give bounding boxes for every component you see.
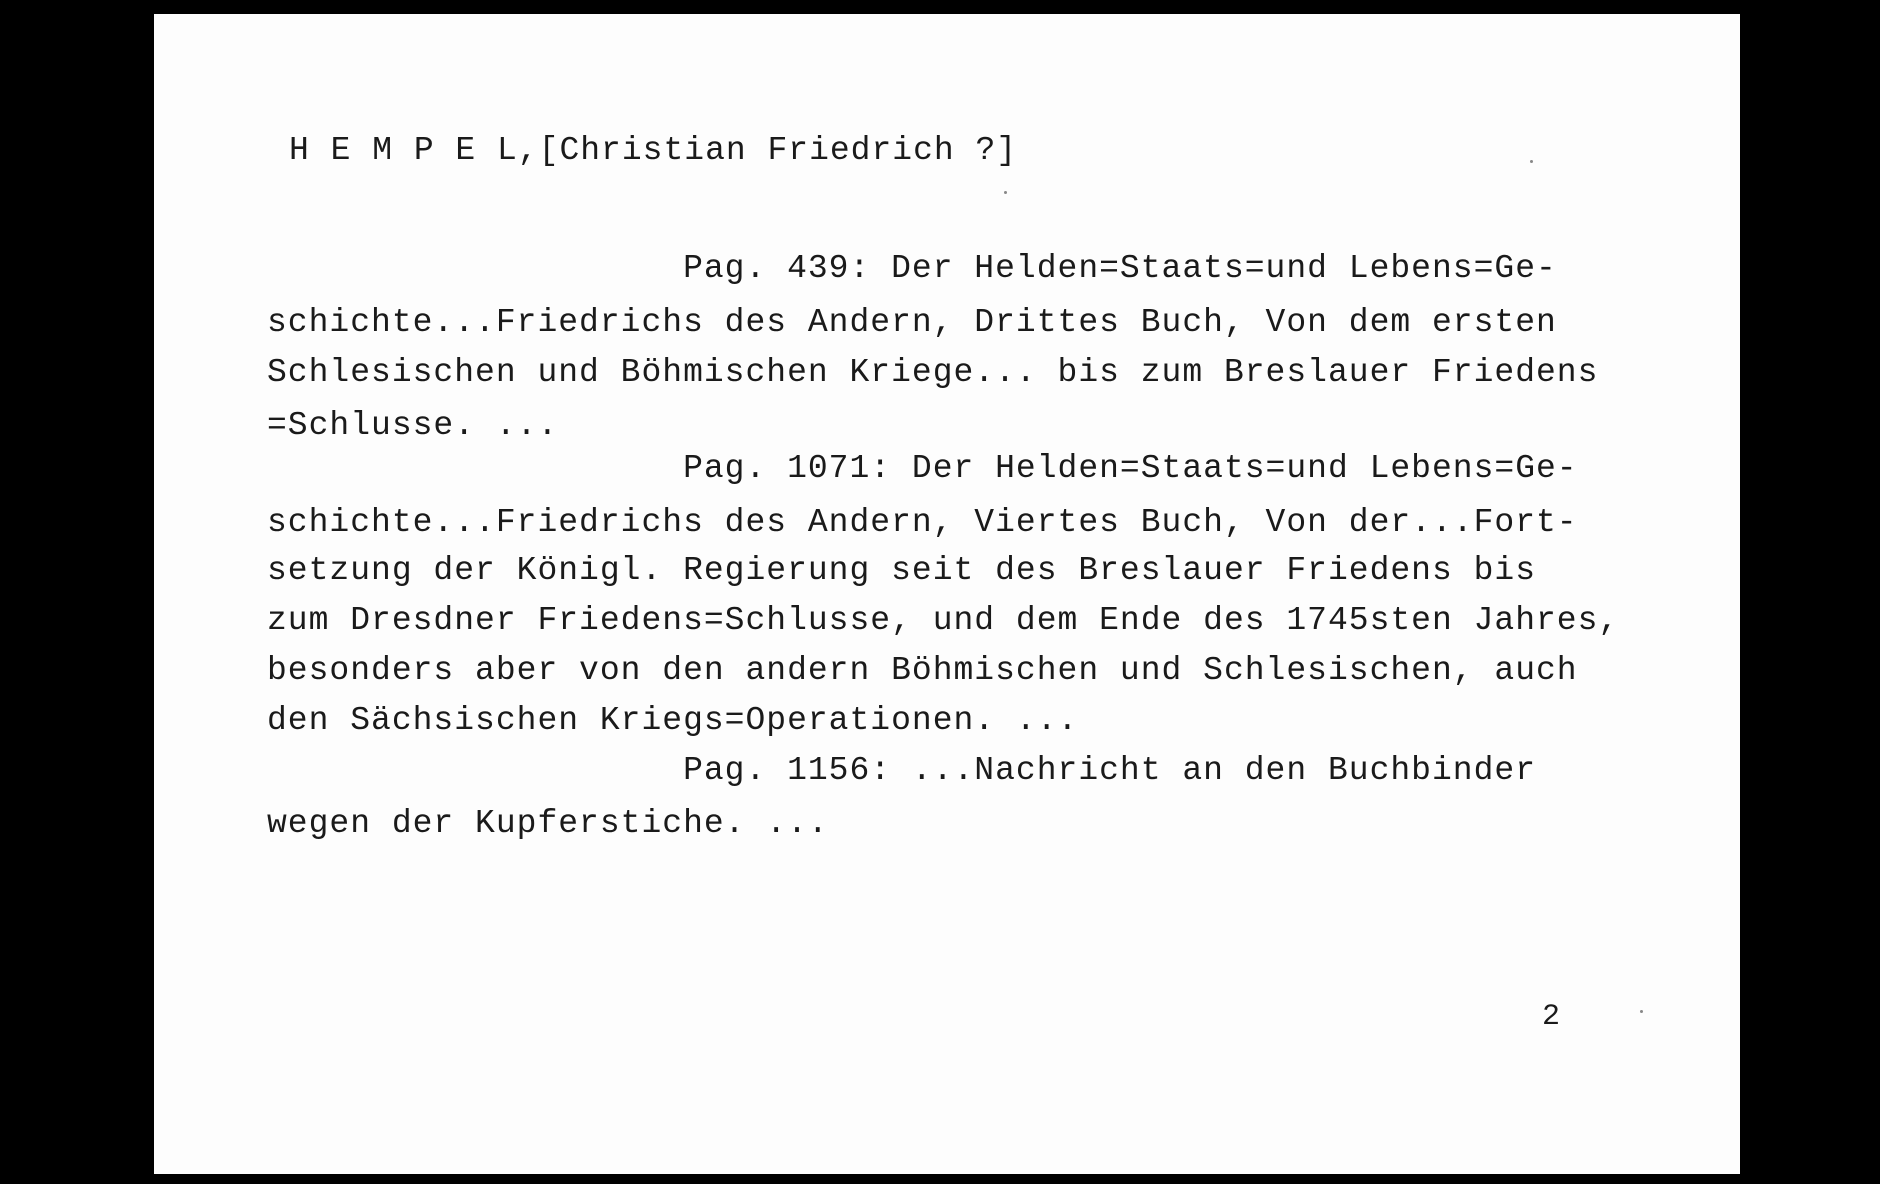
text-line: schichte...Friedrichs des Andern, Viertes Buch, Von der...Fort-	[267, 504, 1578, 541]
text-line: schichte...Friedrichs des Andern, Drittes Buch, Von dem ersten	[267, 304, 1557, 341]
speck	[1640, 1010, 1643, 1013]
text-line: Schlesischen und Böhmischen Kriege... bis zum Breslauer Friedens	[267, 354, 1599, 391]
text-line: Pag. 439: Der Helden=Staats=und Lebens=Ge-	[267, 250, 1557, 287]
speck	[1004, 191, 1007, 194]
text-line: Pag. 1156: ...Nachricht an den Buchbinder	[267, 752, 1536, 789]
page-number: 2	[1541, 1000, 1560, 1034]
text-line: besonders aber von den andern Böhmischen und Schlesischen, auch	[267, 652, 1578, 689]
text-line: den Sächsischen Kriegs=Operationen. ...	[267, 702, 1079, 739]
text-line: setzung der Königl. Regierung seit des Breslauer Friedens bis	[267, 552, 1536, 589]
text-line: zum Dresdner Friedens=Schlusse, und dem Ende des 1745sten Jahres,	[267, 602, 1620, 639]
speck	[1530, 160, 1533, 163]
text-line: =Schlusse. ...	[267, 407, 559, 444]
card-heading: H E M P E L,[Christian Friedrich ?]	[289, 132, 1018, 169]
catalog-card	[154, 14, 1740, 1174]
text-line: wegen der Kupferstiche. ...	[267, 805, 829, 842]
text-line: Pag. 1071: Der Helden=Staats=und Lebens=Ge-	[267, 450, 1578, 487]
